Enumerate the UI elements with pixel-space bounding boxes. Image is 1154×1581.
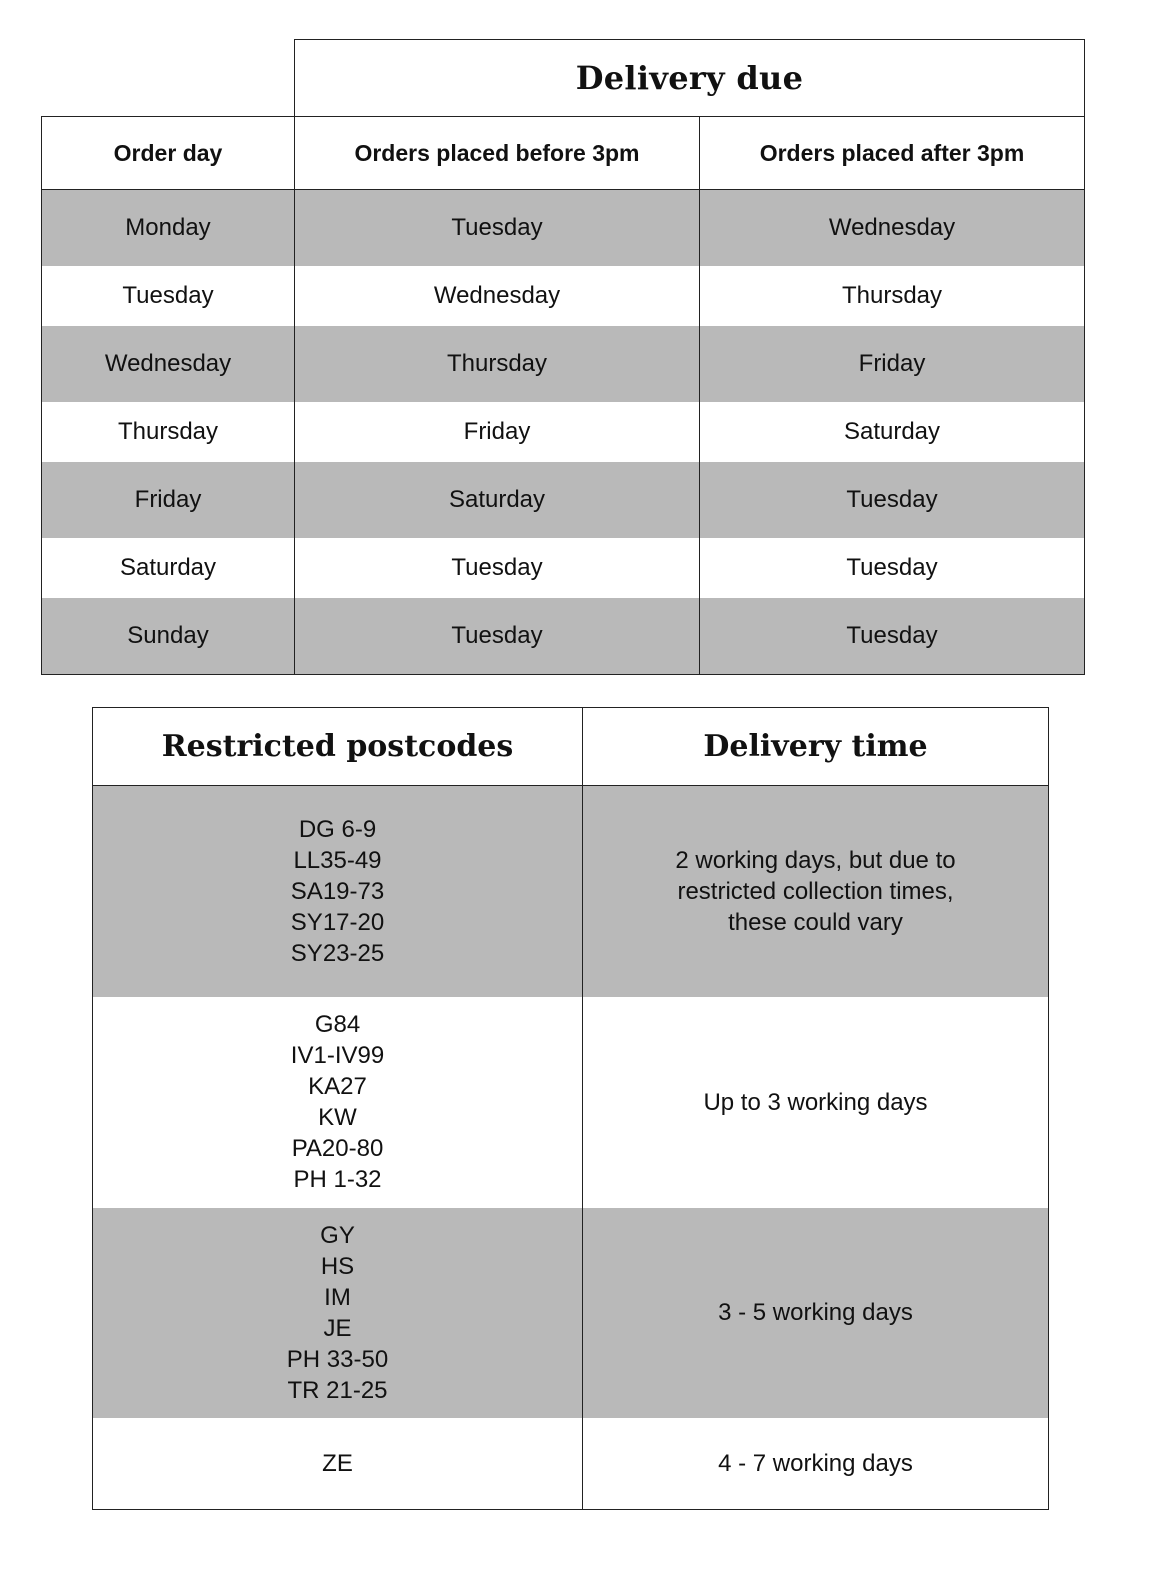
- order-day-cell: Tuesday: [42, 266, 295, 326]
- postcode: JE: [323, 1314, 352, 1342]
- before-3pm-cell: Thursday: [295, 326, 700, 402]
- delivery-time-line: Up to 3 working days: [703, 1088, 928, 1116]
- before-3pm-cell: Wednesday: [295, 266, 700, 326]
- after-3pm-cell: Thursday: [700, 266, 1085, 326]
- table-row: [42, 402, 1085, 462]
- postcode: PH 1-32: [293, 1166, 382, 1193]
- delivery-due-title: Delivery due: [295, 40, 1085, 117]
- after-3pm-cell: Tuesday: [700, 538, 1085, 598]
- table-row: [42, 538, 1085, 598]
- postcode-list-cell: [93, 1418, 583, 1510]
- order-day-cell: Friday: [42, 462, 295, 538]
- postcode: IV1-IV99: [290, 1042, 385, 1069]
- postcode: SA19-73: [290, 877, 385, 905]
- postcode-list-cell: [93, 997, 583, 1208]
- before-3pm-cell: Saturday: [295, 462, 700, 538]
- postcode: PH 33-50: [286, 1345, 389, 1373]
- table-row: [42, 326, 1085, 402]
- postcode: ZE: [322, 1449, 353, 1477]
- order-day-header: Order day: [42, 117, 295, 190]
- after-3pm-cell: Wednesday: [700, 190, 1085, 267]
- postcode: SY17-20: [290, 908, 385, 936]
- delivery-schedule-table: [41, 39, 1085, 675]
- postcode: HS: [320, 1252, 355, 1280]
- table-row: [42, 266, 1085, 326]
- order-day-cell: Thursday: [42, 402, 295, 462]
- after-3pm-header: Orders placed after 3pm: [700, 117, 1085, 190]
- postcode: KA27: [308, 1073, 367, 1100]
- table-row: [93, 1208, 1049, 1418]
- delivery-time-line: 2 working days, but due to: [675, 846, 956, 874]
- postcode-list-cell: [93, 1208, 583, 1418]
- before-3pm-cell: Friday: [295, 402, 700, 462]
- before-3pm-cell: Tuesday: [295, 190, 700, 267]
- order-day-cell: Wednesday: [42, 326, 295, 402]
- postcode: LL35-49: [293, 846, 382, 874]
- order-day-cell: Monday: [42, 190, 295, 267]
- order-day-cell: Sunday: [42, 598, 295, 675]
- table-row: [93, 786, 1049, 997]
- before-3pm-cell: Tuesday: [295, 598, 700, 675]
- table-row: [42, 598, 1085, 675]
- delivery-time-line: 4 - 7 working days: [718, 1449, 913, 1477]
- delivery-time-cell: [583, 1208, 1049, 1418]
- delivery-time-line: 3 - 5 working days: [718, 1299, 913, 1326]
- postcode: IM: [324, 1283, 351, 1311]
- postcode: SY23-25: [290, 939, 385, 967]
- order-day-cell: Saturday: [42, 538, 295, 598]
- restricted-postcodes-header: Restricted postcodes: [93, 708, 583, 786]
- postcode: GY: [320, 1221, 355, 1249]
- table-row: [42, 190, 1085, 267]
- after-3pm-cell: Tuesday: [700, 462, 1085, 538]
- after-3pm-cell: Tuesday: [700, 598, 1085, 675]
- after-3pm-cell: Saturday: [700, 402, 1085, 462]
- delivery-time-header: Delivery time: [583, 708, 1049, 786]
- restricted-postcodes-table: [92, 707, 1049, 1510]
- delivery-time-cell: [583, 1418, 1049, 1510]
- postcode-list-cell: [93, 786, 583, 997]
- delivery-time-line: restricted collection times,: [677, 877, 954, 905]
- table-row: [42, 462, 1085, 538]
- postcode: DG 6-9: [298, 815, 377, 843]
- table-row: [93, 1418, 1049, 1510]
- postcode: PA20-80: [291, 1135, 384, 1162]
- postcode: G84: [314, 1011, 361, 1038]
- after-3pm-cell: Friday: [700, 326, 1085, 402]
- before-3pm-cell: Tuesday: [295, 538, 700, 598]
- delivery-time-cell: [583, 786, 1049, 997]
- delivery-time-line: these could vary: [728, 908, 903, 936]
- delivery-time-cell: [583, 997, 1049, 1208]
- postcode: KW: [318, 1104, 357, 1131]
- before-3pm-header: Orders placed before 3pm: [295, 117, 700, 190]
- table-row: [93, 997, 1049, 1208]
- postcode: TR 21-25: [287, 1376, 388, 1404]
- corner-blank: [42, 40, 295, 117]
